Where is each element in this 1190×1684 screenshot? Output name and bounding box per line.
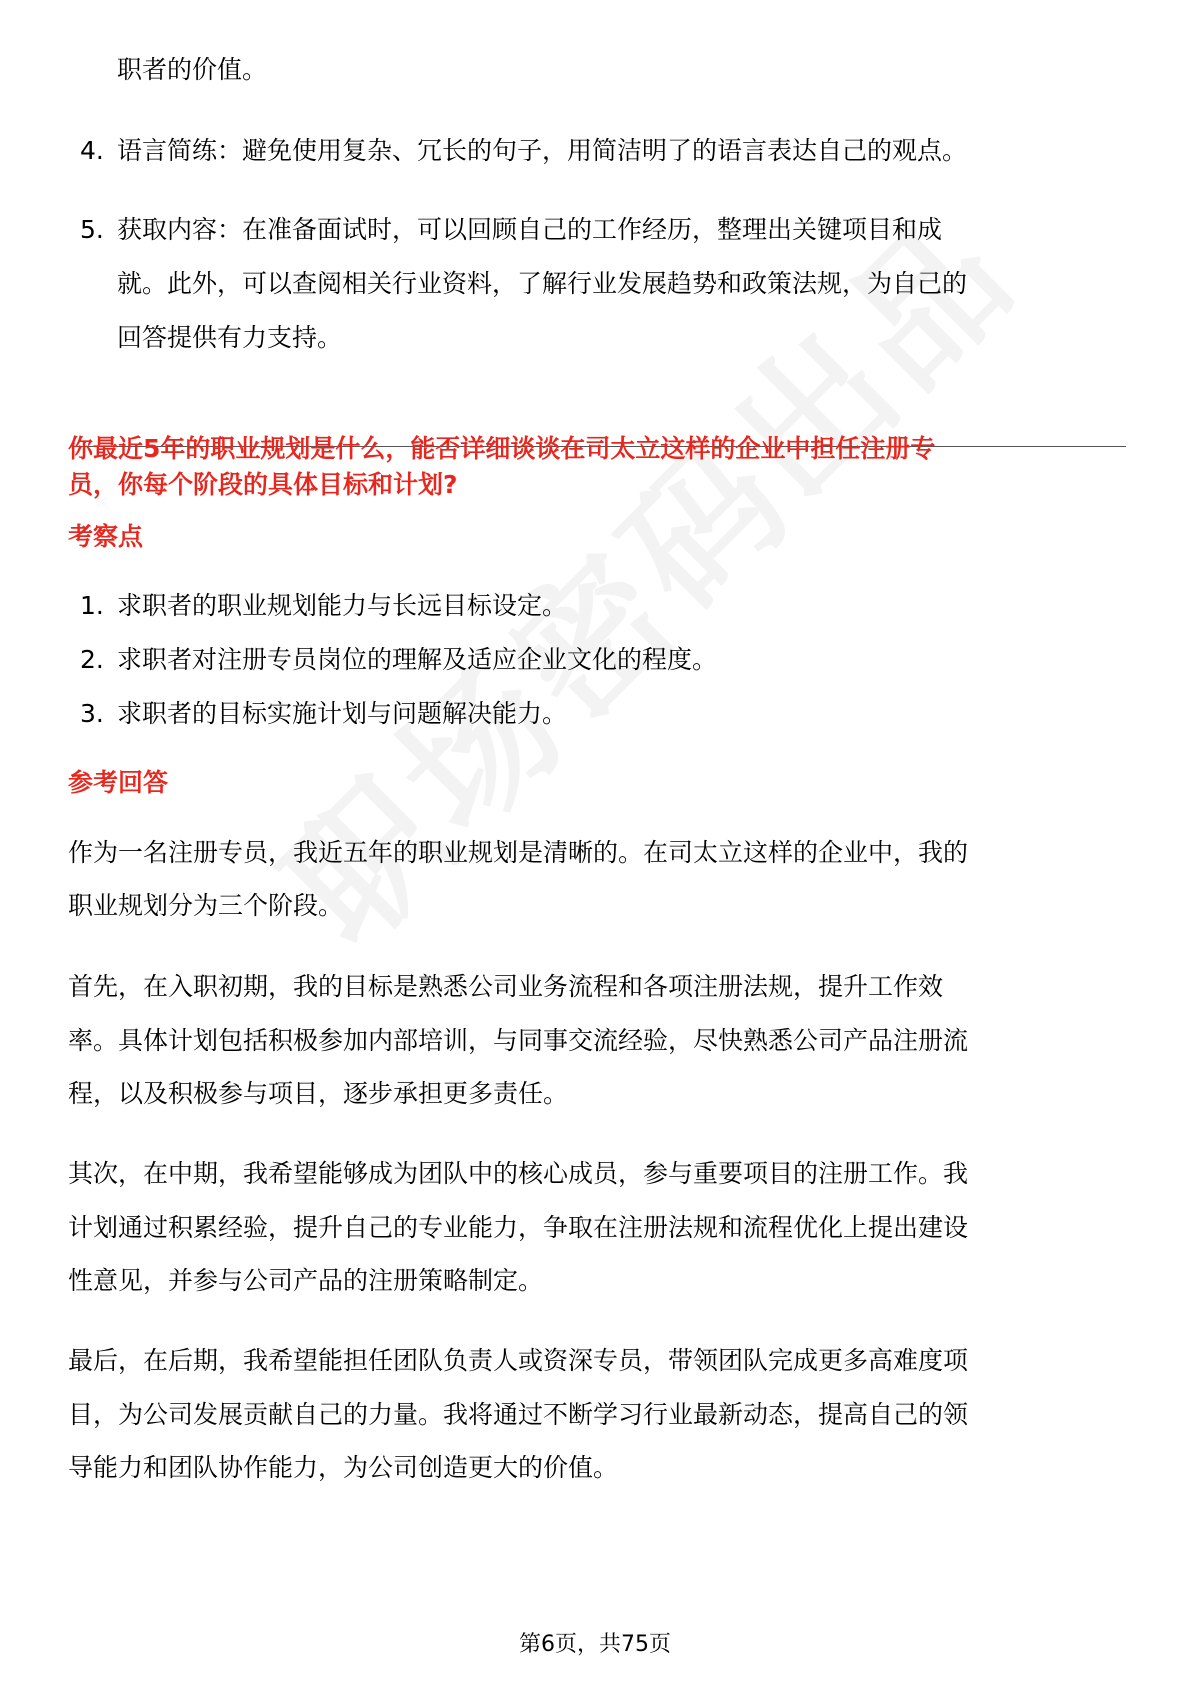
focus-item: 求职者对注册专员岗位的理解及适应企业文化的程度。 (117, 645, 718, 674)
answer-line: 最后，在后期，我希望能担任团队负责人或资深专员，带领团队完成更多高难度项 (68, 1346, 969, 1375)
answer-line: 计划通过积累经验，提升自己的专业能力，争取在注册法规和流程优化上提出建设 (68, 1213, 969, 1242)
focus-number: 3. (80, 699, 104, 728)
answer-line: 其次，在中期，我希望能够成为团队中的核心成员，参与重要项目的注册工作。我 (68, 1159, 969, 1188)
tip-number: 5. (80, 215, 104, 244)
answer-heading: 参考回答 (68, 768, 169, 797)
answer-line: 目，为公司发展贡献自己的力量。我将通过不断学习行业最新动态，提高自己的领 (68, 1400, 969, 1429)
focus-item: 求职者的职业规划能力与长远目标设定。 (117, 591, 568, 620)
question-title: 员，你每个阶段的具体目标和计划? (68, 470, 458, 499)
tip-line: 语言简练：避免使用复杂、冗长的句子，用简洁明了的语言表达自己的观点。 (117, 136, 968, 165)
answer-line: 导能力和团队协作能力，为公司创造更大的价值。 (68, 1453, 619, 1482)
intro-tail: 职者的价值。 (117, 55, 268, 84)
tip-line: 回答提供有力支持。 (117, 323, 343, 352)
focus-item: 求职者的目标实施计划与问题解决能力。 (117, 699, 568, 728)
answer-line: 职业规划分为三个阶段。 (68, 891, 344, 920)
tip-number: 4. (80, 136, 104, 165)
tip-line: 就。此外，可以查阅相关行业资料，了解行业发展趋势和政策法规，为自己的 (117, 269, 968, 298)
focus-number: 2. (80, 645, 104, 674)
answer-line: 率。具体计划包括积极参加内部培训，与同事交流经验，尽快熟悉公司产品注册流 (68, 1026, 969, 1055)
answer-line: 性意见，并参与公司产品的注册策略制定。 (68, 1266, 544, 1295)
tip-line: 获取内容：在准备面试时，可以回顾自己的工作经历，整理出关键项目和成 (117, 215, 943, 244)
page-number-footer: 第6页，共75页 (519, 1632, 671, 1657)
answer-line: 首先，在入职初期，我的目标是熟悉公司业务流程和各项注册法规，提升工作效 (68, 972, 944, 1001)
answer-line: 程，以及积极参与项目，逐步承担更多责任。 (68, 1079, 569, 1108)
focus-number: 1. (80, 591, 104, 620)
focus-heading: 考察点 (68, 522, 144, 551)
question-title: 你最近5年的职业规划是什么，能否详细谈谈在司太立这样的企业中担任注册专 (68, 434, 936, 463)
answer-line: 作为一名注册专员，我近五年的职业规划是清晰的。在司太立这样的企业中，我的 (68, 838, 969, 867)
